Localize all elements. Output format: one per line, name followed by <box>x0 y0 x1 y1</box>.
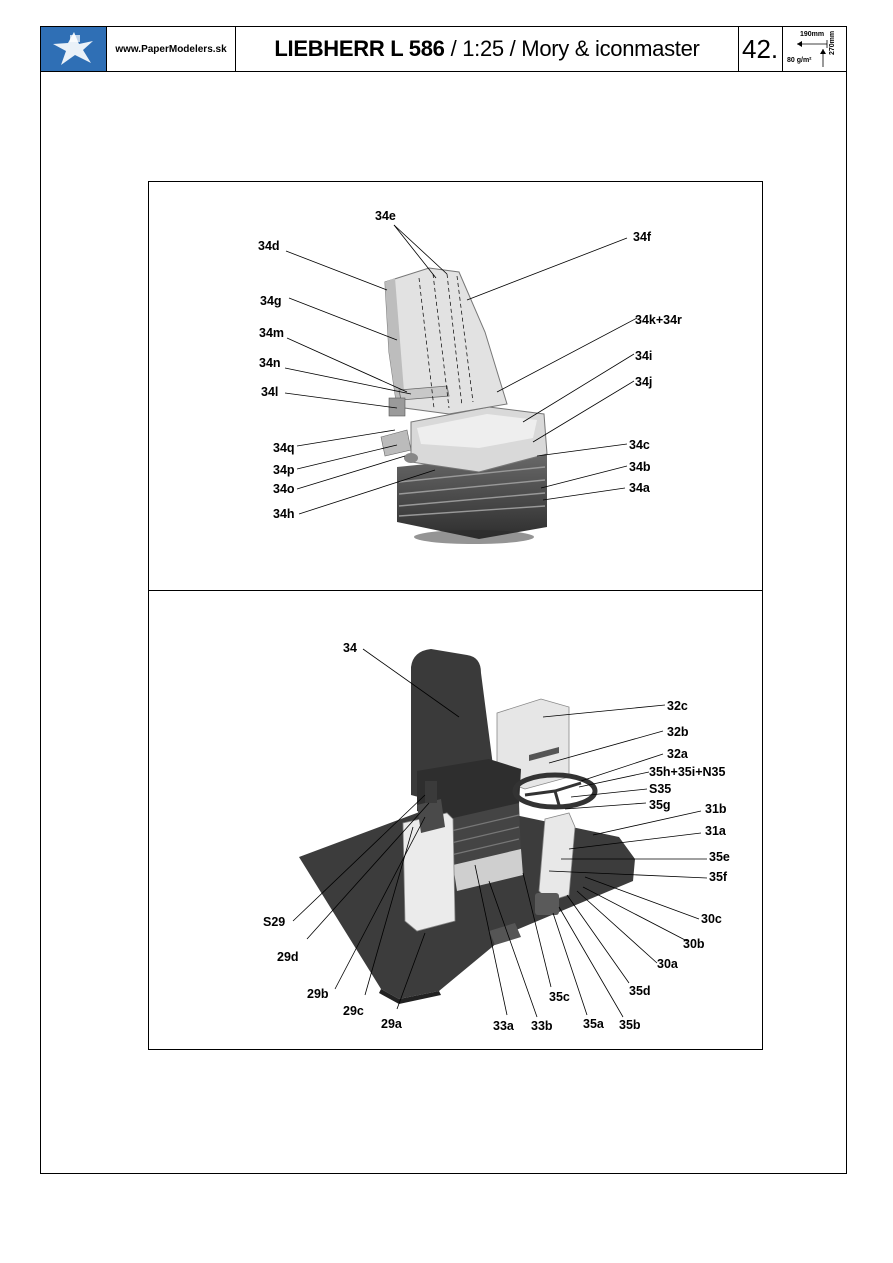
label-29d: 29d <box>277 950 299 964</box>
header-bar <box>41 27 846 72</box>
label-32b: 32b <box>667 725 689 739</box>
label-35e: 35e <box>709 850 730 864</box>
label-s29: S29 <box>263 915 286 929</box>
seat-knob <box>404 453 418 463</box>
label-33b: 33b <box>531 1019 553 1033</box>
seat-lever <box>381 430 411 456</box>
cab-photo <box>149 591 764 1051</box>
label-34g: 34g <box>260 294 282 308</box>
label-31a: 31a <box>705 824 726 838</box>
seat-photo <box>149 182 764 592</box>
label-30c: 30c <box>701 912 722 926</box>
label-34c: 34c <box>629 438 650 452</box>
paper-spec <box>783 27 846 71</box>
model-subtitle: / 1:25 / Mory & iconmaster <box>450 36 700 61</box>
cab-assembly-panel <box>148 590 763 1050</box>
label-30a: 30a <box>657 957 678 971</box>
label-s35: S35 <box>649 782 672 796</box>
papermodelers-logo <box>41 27 107 71</box>
label-34o: 34o <box>273 482 295 496</box>
label-34q: 34q <box>273 441 295 455</box>
label-34j: 34j <box>635 375 653 389</box>
label-32c: 32c <box>667 699 688 713</box>
label-29b: 29b <box>307 987 329 1001</box>
model-name: LIEBHERR L 586 <box>274 36 445 61</box>
label-30b: 30b <box>683 937 705 951</box>
spec-width: 190mm <box>800 31 825 38</box>
steering-column <box>539 813 575 901</box>
pedal-block <box>535 893 559 915</box>
label-29a: 29a <box>381 1017 402 1031</box>
label-29c: 29c <box>343 1004 364 1018</box>
page-title <box>236 27 739 71</box>
label-35d: 35d <box>629 984 651 998</box>
label-35g: 35g <box>649 798 671 812</box>
label-34k-34r: 34k+34r <box>635 313 682 327</box>
label-35c: 35c <box>549 990 570 1004</box>
label-31b: 31b <box>705 802 727 816</box>
label-34b: 34b <box>629 460 651 474</box>
label-33a: 33a <box>493 1019 514 1033</box>
label-34e: 34e <box>375 209 396 223</box>
label-34d: 34d <box>258 239 280 253</box>
label-35b: 35b <box>619 1018 641 1032</box>
label-34h: 34h <box>273 507 295 521</box>
seat-detail-panel <box>148 181 763 591</box>
website-url: www.PaperModelers.sk <box>107 27 236 71</box>
label-34: 34 <box>343 641 357 655</box>
label-34i: 34i <box>635 349 653 363</box>
label-34a: 34a <box>629 481 650 495</box>
label-34f: 34f <box>633 230 652 244</box>
label-34n: 34n <box>259 356 281 370</box>
label-35f: 35f <box>709 870 728 884</box>
label-32a: 32a <box>667 747 688 761</box>
label-34p: 34p <box>273 463 295 477</box>
label-35a: 35a <box>583 1017 604 1031</box>
spec-height: 270mm <box>829 30 836 55</box>
label-35h-35i-n35: 35h+35i+N35 <box>649 765 726 779</box>
page-number: 42. <box>739 27 783 71</box>
spec-paper: 80 g/m² <box>787 57 812 64</box>
label-34m: 34m <box>259 326 285 340</box>
label-34l: 34l <box>261 385 279 399</box>
